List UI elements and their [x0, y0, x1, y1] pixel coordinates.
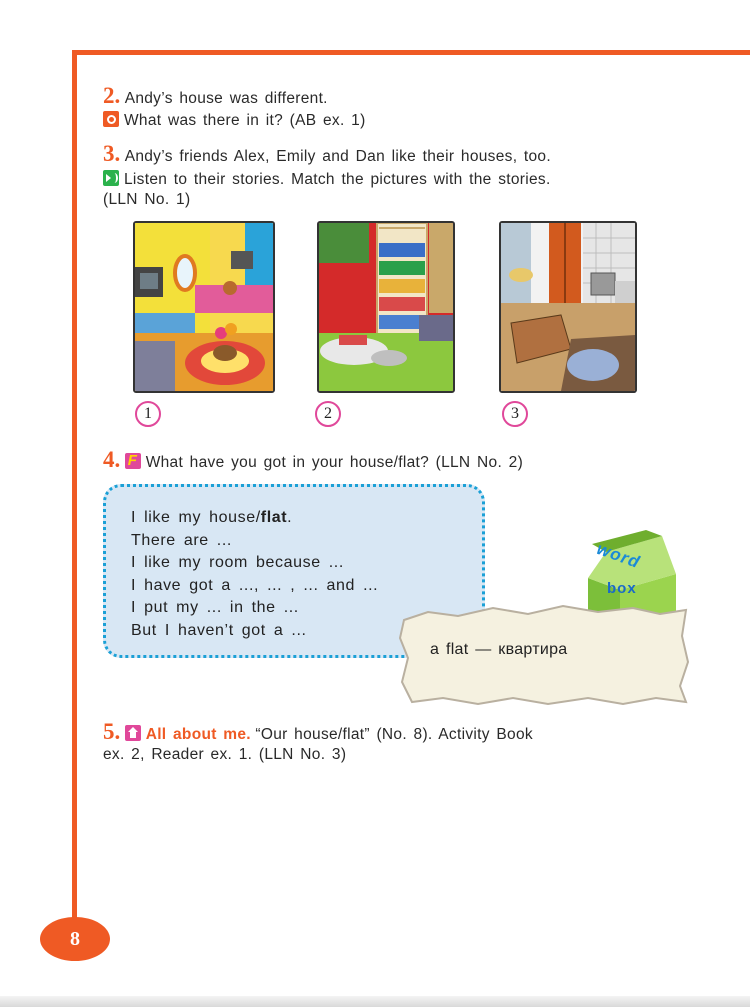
task-number: 2. [103, 83, 121, 108]
room-picture-2 [317, 221, 455, 393]
task-number: 5. [103, 719, 121, 744]
phrase-line: But I haven’t got a ... [131, 621, 307, 639]
task-3-sub [103, 169, 551, 190]
audio-icon[interactable] [103, 170, 119, 186]
phrase-line: I have got a ..., ... , ... and ... [131, 576, 379, 594]
phrase-line: There are ... [131, 531, 232, 549]
task-4 [103, 447, 523, 473]
task-3-ref: (LLN No. 1) [103, 191, 191, 208]
phrase-line: I like my house/flat. [131, 509, 293, 526]
task-3 [103, 141, 551, 167]
task-5 [103, 719, 643, 745]
task-number: 4. [103, 447, 121, 472]
home-project-icon [125, 725, 141, 741]
room-picture-1 [133, 221, 275, 393]
side-rule [72, 50, 77, 930]
living-room-illustration [319, 223, 453, 391]
picture-number-3: 3 [502, 401, 528, 427]
task-text: What was there in it? (AB ex. 1) [124, 112, 366, 129]
task-2-sub [103, 110, 366, 131]
phrase-line: I like my room because ... [131, 554, 344, 571]
task-5-line2: ex. 2, Reader ex. 1. (LLN No. 3) [103, 746, 347, 763]
speaking-icon [125, 453, 141, 469]
word-box-label-box: box [607, 580, 637, 597]
task-number: 3. [103, 141, 121, 166]
task-title: All about me. [145, 726, 251, 743]
task-text: What have you got in your house/flat? (LLN No. 2) [145, 454, 524, 471]
task-text: Listen to their stories. Match the pictures with the stories. [124, 171, 551, 188]
task-2 [103, 83, 328, 109]
word-box-label-word: word [594, 538, 643, 573]
word-entry: a flat — квартира [430, 641, 568, 658]
phrase-list [131, 507, 378, 642]
flat-illustration [501, 223, 635, 391]
picture-number-2: 2 [315, 401, 341, 427]
task-text: Andy’s friends Alex, Emily and Dan like their houses, too. [124, 148, 551, 165]
page-number: 8 [40, 917, 110, 961]
task-text: Andy’s house was different. [124, 90, 328, 107]
activity-book-icon [103, 111, 119, 127]
phrase-line: I put my ... in the ... [131, 599, 299, 616]
top-rule [72, 50, 750, 55]
picture-number-1: 1 [135, 401, 161, 427]
bedroom-illustration [135, 223, 273, 391]
page-bottom-edge [0, 996, 750, 1007]
task-text: “Our house/flat” (No. 8). Activity Book [255, 726, 533, 743]
room-picture-3 [499, 221, 637, 393]
